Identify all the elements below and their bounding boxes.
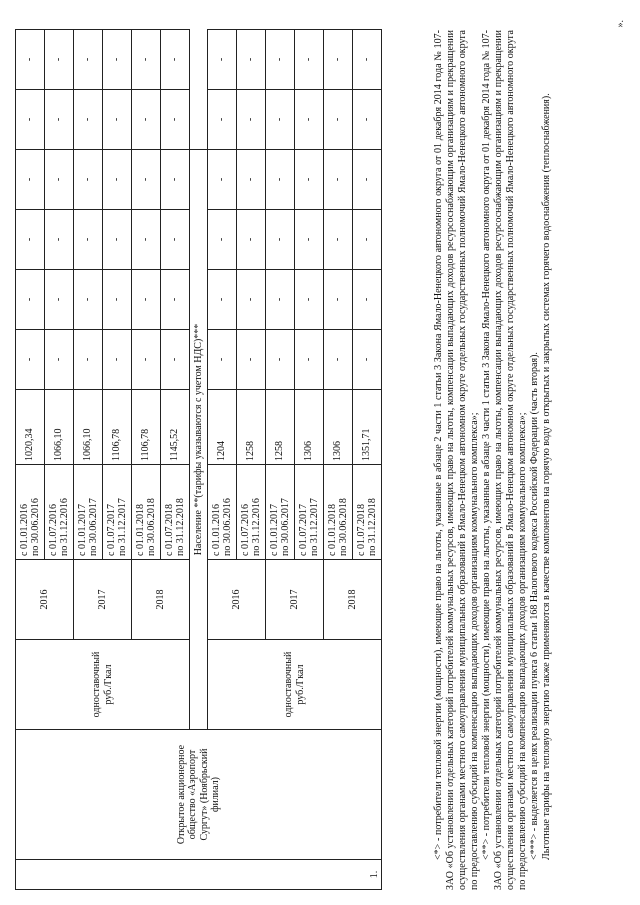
empty-tariff-cell: - bbox=[324, 270, 353, 330]
empty-tariff-cell: - bbox=[45, 270, 74, 330]
empty-tariff-cell: - bbox=[237, 150, 266, 210]
tariff-value: 1258 bbox=[266, 390, 295, 465]
year-cell: 2017 bbox=[266, 560, 324, 640]
empty-tariff-cell: - bbox=[208, 210, 237, 270]
empty-tariff-cell: - bbox=[132, 150, 161, 210]
empty-tariff-cell: - bbox=[237, 330, 266, 390]
empty-tariff-cell: - bbox=[45, 330, 74, 390]
empty-tariff-cell: - bbox=[161, 150, 190, 210]
empty-tariff-cell: - bbox=[45, 210, 74, 270]
empty-tariff-cell: - bbox=[324, 30, 353, 90]
year-cell: 2018 bbox=[324, 560, 382, 640]
period-to: по 30.06.2017 bbox=[88, 498, 99, 556]
period-to: по 31.12.2017 bbox=[309, 498, 320, 556]
empty-tariff-cell: - bbox=[74, 90, 103, 150]
empty-tariff-cell: - bbox=[161, 330, 190, 390]
empty-tariff-cell: - bbox=[45, 30, 74, 90]
empty-tariff-cell: - bbox=[208, 90, 237, 150]
period-to: по 30.06.2016 bbox=[222, 498, 233, 556]
empty-tariff-cell: - bbox=[353, 210, 382, 270]
rotated-page bbox=[15, 10, 635, 890]
empty-tariff-cell: - bbox=[353, 150, 382, 210]
tariff-value: 1066,10 bbox=[74, 390, 103, 465]
empty-tariff-cell: - bbox=[266, 90, 295, 150]
tariff-value: 1204 bbox=[208, 390, 237, 465]
empty-tariff-cell: - bbox=[324, 150, 353, 210]
empty-tariff-cell: - bbox=[74, 150, 103, 210]
period-cell bbox=[74, 465, 103, 560]
year-cell: 2016 bbox=[16, 560, 74, 640]
empty-tariff-cell: - bbox=[132, 90, 161, 150]
empty-tariff-cell: - bbox=[16, 30, 45, 90]
tariff-value: 1020,34 bbox=[16, 390, 45, 465]
empty-tariff-cell: - bbox=[295, 330, 324, 390]
empty-tariff-cell: - bbox=[74, 270, 103, 330]
year-cell: 2018 bbox=[132, 560, 190, 640]
empty-tariff-cell: - bbox=[324, 210, 353, 270]
empty-tariff-cell: - bbox=[237, 90, 266, 150]
footnote-3: <***> - выделяется в целях реализации пункта 6 статьи 168 Налогового кодекса Российской Федерации (часть вторая). bbox=[529, 352, 540, 860]
empty-tariff-cell: - bbox=[161, 270, 190, 330]
empty-tariff-cell: - bbox=[132, 30, 161, 90]
empty-tariff-cell: - bbox=[103, 30, 132, 90]
empty-tariff-cell: - bbox=[16, 210, 45, 270]
empty-tariff-cell: - bbox=[16, 150, 45, 210]
section-header: Население **(тарифы указываются с учетом НДС)*** bbox=[190, 150, 208, 730]
empty-tariff-cell: - bbox=[266, 30, 295, 90]
empty-tariff-cell: - bbox=[353, 90, 382, 150]
tariff-value: 1145,52 bbox=[161, 390, 190, 465]
tariff-value: 1306 bbox=[324, 390, 353, 465]
empty-tariff-cell: - bbox=[295, 210, 324, 270]
footnote-1: <*> - потребители тепловой энергии (мощности), имеющие право на льготы, указанные в абзаце 2 части 1 статьи 3 Закона Ямало-Ненецкого автономного округа от 01 декабря 2014 года № 107-ЗАО «Об установлении отдельных категорий потребителей коммунальных ресурсов, имеющих право на льготы, компенсации выпадающих доходов ресурсоснабжающим организациям и прекращении осуществления органами местного самоуправления муниципальных образований в Ямало-Ненецком автономном округе отдельных государственных полномочий Ямало-Ненецкого автономного округа по предоставлению субсидий на компенсацию выпадающих доходов организациям коммунального комплекса»; bbox=[433, 30, 480, 890]
empty-tariff-cell: - bbox=[295, 30, 324, 90]
period-from: с 01.07.2017 bbox=[105, 504, 117, 556]
empty-tariff-cell: - bbox=[132, 210, 161, 270]
period-cell bbox=[266, 465, 295, 560]
period-cell bbox=[208, 465, 237, 560]
empty-tariff-cell: - bbox=[266, 210, 295, 270]
empty-tariff-cell: - bbox=[266, 270, 295, 330]
empty-tariff-cell: - bbox=[237, 30, 266, 90]
empty-tariff-cell: - bbox=[295, 270, 324, 330]
empty-tariff-cell: - bbox=[208, 150, 237, 210]
period-to: по 30.06.2017 bbox=[280, 498, 291, 556]
period-from: с 01.07.2018 bbox=[163, 504, 175, 556]
year-cell: 2017 bbox=[74, 560, 132, 640]
empty-tariff-cell: - bbox=[103, 150, 132, 210]
page-mark: ». bbox=[615, 20, 626, 28]
empty-tariff-cell: - bbox=[103, 330, 132, 390]
footnote-2: <**> - потребители тепловой энергии (мощности), имеющие право на льготы, указанные в абзаце 3 части 1 статьи 3 Закона Ямало-Ненецкого автономного округа от 01 декабря 2014 года № 107-ЗАО «Об установлении отдельных категорий потребителей коммунальных ресурсов, имеющих право на льготы, компенсации выпадающих доходов ресурсоснабжающим организациям и прекращении осуществления органами местного самоуправления муниципальных образований в Ямало-Ненецком автономном округе отдельных государственных полномочий Ямало-Ненецкого автономного округа по предоставлению субсидий на компенсацию выпадающих доходов организациям коммунального комплекса»; bbox=[481, 30, 528, 890]
period-cell bbox=[16, 465, 45, 560]
period-from: с 01.01.2018 bbox=[326, 504, 338, 556]
period-cell bbox=[45, 465, 74, 560]
period-cell bbox=[132, 465, 161, 560]
tariff-value: 1351,71 bbox=[353, 390, 382, 465]
organization-name: Открытое акционерное общество «Аэропорт Сургут» (Ноябрьский филиал) bbox=[16, 730, 382, 860]
empty-tariff-cell: - bbox=[161, 90, 190, 150]
year-cell: 2016 bbox=[208, 560, 266, 640]
tariff-value: 1258 bbox=[237, 390, 266, 465]
empty-tariff-cell: - bbox=[353, 330, 382, 390]
empty-tariff-cell: - bbox=[74, 210, 103, 270]
empty-tariff-cell: - bbox=[74, 330, 103, 390]
empty-tariff-cell: - bbox=[132, 330, 161, 390]
empty-tariff-cell: - bbox=[16, 270, 45, 330]
empty-tariff-cell: - bbox=[161, 30, 190, 90]
period-from: с 01.01.2016 bbox=[210, 504, 222, 556]
period-from: с 01.01.2018 bbox=[134, 504, 146, 556]
period-to: по 31.12.2016 bbox=[59, 498, 70, 556]
empty-tariff-cell: - bbox=[208, 30, 237, 90]
empty-tariff-cell: - bbox=[208, 330, 237, 390]
period-to: по 30.06.2016 bbox=[30, 498, 41, 556]
period-from: с 01.01.2016 bbox=[18, 504, 30, 556]
empty-tariff-cell: - bbox=[324, 90, 353, 150]
empty-tariff-cell: - bbox=[266, 330, 295, 390]
period-from: с 01.01.2017 bbox=[268, 504, 280, 556]
period-from: с 01.07.2016 bbox=[47, 504, 59, 556]
table-row bbox=[16, 30, 45, 890]
period-to: по 30.06.2018 bbox=[146, 498, 157, 556]
footnote-4: Льготные тарифы на тепловую энергию также применяются в качестве компонентов на горячую воду в открытых и закрытых системах горячего водоснабжения (теплоснабжения). bbox=[541, 93, 552, 860]
empty-tariff-cell: - bbox=[353, 270, 382, 330]
row-number: 1. bbox=[16, 860, 382, 890]
period-from: с 01.07.2018 bbox=[355, 504, 367, 556]
empty-tariff-cell: - bbox=[353, 30, 382, 90]
period-from: с 01.07.2016 bbox=[239, 504, 251, 556]
empty-tariff-cell: - bbox=[103, 90, 132, 150]
period-to: по 31.12.2017 bbox=[117, 498, 128, 556]
tariff-value: 1106,78 bbox=[132, 390, 161, 465]
tariff-value: 1106,78 bbox=[103, 390, 132, 465]
empty-tariff-cell: - bbox=[45, 90, 74, 150]
empty-tariff-cell: - bbox=[295, 90, 324, 150]
period-cell bbox=[161, 465, 190, 560]
period-to: по 31.12.2018 bbox=[175, 498, 186, 556]
tariff-table bbox=[15, 29, 382, 890]
empty-tariff-cell: - bbox=[74, 30, 103, 90]
tariff-unit: одноставочный руб./Гкал bbox=[16, 640, 190, 730]
empty-tariff-cell: - bbox=[103, 210, 132, 270]
tariff-unit: одноставочный руб./Гкал bbox=[208, 640, 382, 730]
empty-tariff-cell: - bbox=[103, 270, 132, 330]
empty-tariff-cell: - bbox=[16, 90, 45, 150]
footnotes bbox=[433, 30, 553, 890]
empty-tariff-cell: - bbox=[324, 330, 353, 390]
tariff-value: 1066,10 bbox=[45, 390, 74, 465]
empty-tariff-cell: - bbox=[208, 270, 237, 330]
empty-tariff-cell: - bbox=[237, 270, 266, 330]
empty-tariff-cell: - bbox=[266, 150, 295, 210]
empty-tariff-cell: - bbox=[45, 150, 74, 210]
period-cell bbox=[353, 465, 382, 560]
empty-tariff-cell: - bbox=[16, 330, 45, 390]
period-to: по 31.12.2016 bbox=[251, 498, 262, 556]
tariff-value: 1306 bbox=[295, 390, 324, 465]
period-cell bbox=[237, 465, 266, 560]
period-cell bbox=[324, 465, 353, 560]
period-cell bbox=[295, 465, 324, 560]
empty-tariff-cell: - bbox=[237, 210, 266, 270]
period-from: с 01.01.2017 bbox=[76, 504, 88, 556]
period-to: по 30.06.2018 bbox=[338, 498, 349, 556]
empty-tariff-cell: - bbox=[161, 210, 190, 270]
period-to: по 31.12.2018 bbox=[367, 498, 378, 556]
period-from: с 01.07.2017 bbox=[297, 504, 309, 556]
empty-tariff-cell: - bbox=[295, 150, 324, 210]
empty-tariff-cell: - bbox=[132, 270, 161, 330]
period-cell bbox=[103, 465, 132, 560]
